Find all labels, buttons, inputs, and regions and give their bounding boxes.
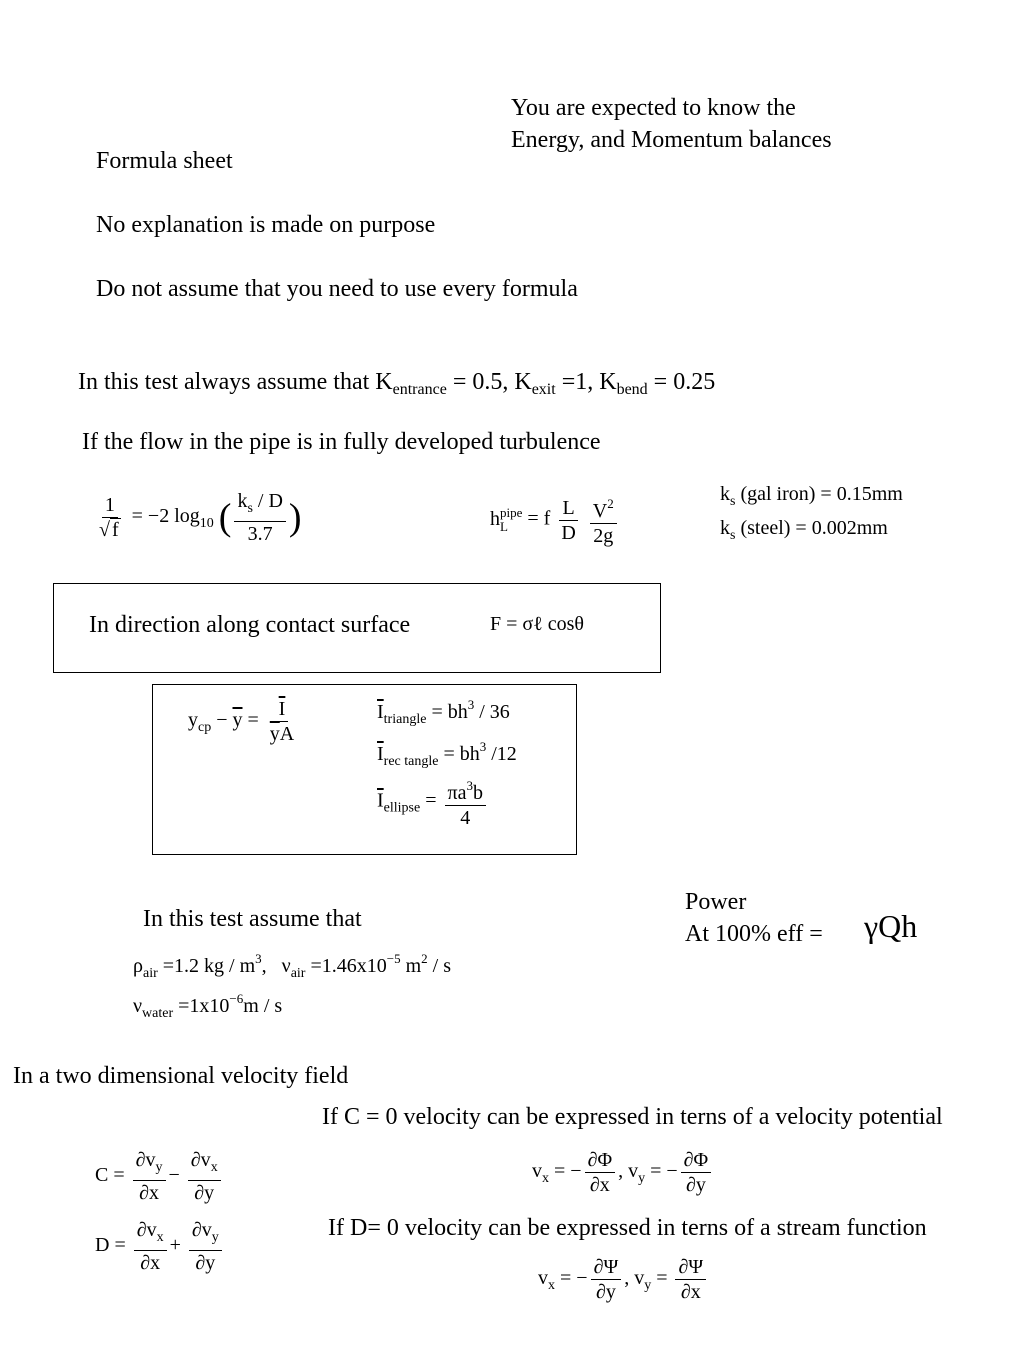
inertia-rectangle: $\overline{I}_{rec tangle} = bh^3$ /12 bbox=[377, 739, 517, 769]
roughness-steel: $k_s$ (steel) = 0.002mm bbox=[720, 517, 888, 543]
circulation-formula: C = $\frac{\partial v_y}{\partial x}$ − $\frac{\partial v_x}{\partial y}$ bbox=[95, 1149, 224, 1204]
expect-line-1: You are expected to know the bbox=[511, 95, 796, 121]
roughness-gal-iron: $k_s$ (gal iron) = 0.15mm bbox=[720, 483, 903, 509]
stream-function-formula: $v_x$ = − $\frac{\partial\Psi}{\partial y}$ , $v_y$ = $\frac{\partial\Psi}{\partial x}$ bbox=[538, 1256, 709, 1303]
inertia-triangle: $\overline{I}_{triangle} = bh^3 / 36$ bbox=[377, 697, 510, 727]
expect-line-2: Energy, and Momentum balances bbox=[511, 127, 832, 153]
center-of-pressure-formula: $y_{cp} - \overline{y}$ = $\frac{\overline{I}}{\overline{y}A}$ bbox=[188, 698, 295, 745]
assumptions-text: In this test assume that bbox=[143, 906, 362, 932]
power-efficiency: At 100% eff = bbox=[685, 921, 823, 947]
note-explanation: No explanation is made on purpose bbox=[96, 212, 436, 238]
friction-factor-formula: $\frac{1}{√ f}$ = −2 $\log_{10}$ ( $\frac{k_s / D}{3.7}$ ) bbox=[99, 490, 302, 545]
velocity-potential-text: If C = 0 velocity can be expressed in terns of a velocity potential bbox=[322, 1104, 943, 1130]
air-properties: $\rho_{air} =1.2$ kg / $m^3$, $\nu_{air} =1.46x10^{-5}$ $m^2$ / s bbox=[133, 951, 451, 981]
turbulence-text: If the flow in the pipe is in fully developed turbulence bbox=[82, 429, 601, 455]
surface-tension-formula: F = σℓ cosθ bbox=[490, 613, 585, 635]
page-title: Formula sheet bbox=[96, 148, 233, 174]
head-loss-formula: h pipe L = f $\frac{L}{D}$ $\frac{V^2}{2g}$ bbox=[490, 493, 620, 547]
surface-tension-text: In direction along contact surface bbox=[89, 612, 411, 638]
water-properties: $\nu_{water} =1x10^{-6}m / s$ bbox=[133, 991, 283, 1021]
power-label: Power bbox=[685, 889, 747, 915]
note-formulas: Do not assume that you need to use every formula bbox=[96, 276, 578, 302]
velocity-potential-formula: $v_x$ = − $\frac{\partial\Phi}{\partial x}$ , $v_y$ = − $\frac{\partial\Phi}{\partial y}$ bbox=[532, 1149, 714, 1196]
divergence-formula: D = $\frac{\partial v_x}{\partial x}$ + $\frac{\partial v_y}{\partial y}$ bbox=[95, 1219, 225, 1274]
stream-function-text: If D= 0 velocity can be expressed in terns of a stream function bbox=[328, 1215, 927, 1241]
velocity-field-text: In a two dimensional velocity field bbox=[13, 1063, 349, 1089]
inertia-ellipse: $\overline{I}_{ellipse}$ = $\frac{\pi a^3b}{4}$ bbox=[377, 775, 489, 829]
k-values-line: In this test always assume that $K_{entrance} = 0.5$, $K_{exit} =1$, $K_{bend} = 0.25$ bbox=[78, 369, 716, 398]
power-formula: γQh bbox=[864, 908, 918, 944]
